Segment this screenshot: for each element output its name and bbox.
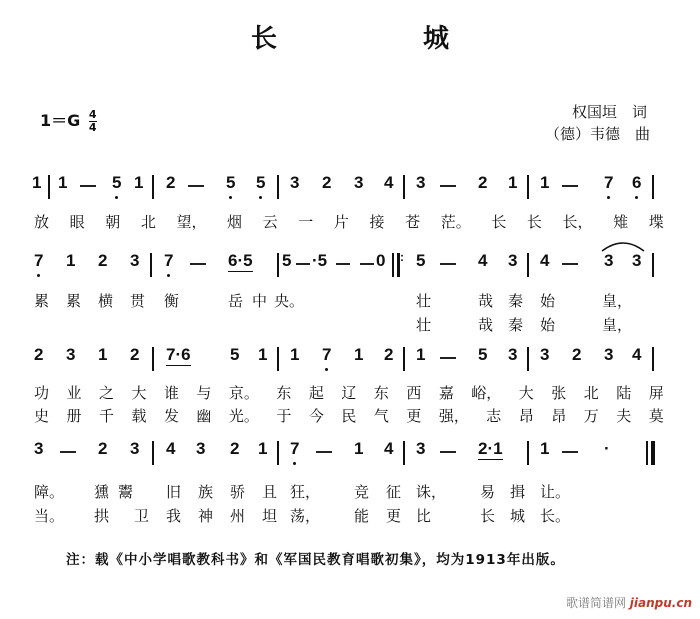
lyric-syllable: 册 (66, 407, 82, 425)
lyric-syllable: 州 (230, 507, 246, 525)
lyric-syllable: 哉 (478, 316, 494, 334)
lyric-syllable: 更 (386, 507, 402, 525)
sustain-dash (440, 185, 456, 187)
lyric-syllable: 始 (540, 316, 556, 334)
lyric-syllable: 光。 (228, 407, 259, 425)
lyric-syllable: 片 (333, 213, 349, 231)
barline (48, 175, 50, 199)
lyric-syllable: 幽 (196, 407, 212, 425)
repeat-barline (392, 253, 394, 277)
barline (277, 175, 279, 199)
lyric-syllable: 昂 (551, 407, 567, 425)
lyric-syllable: 累 (66, 292, 82, 310)
lyric-syllable: 堞 (648, 213, 664, 231)
lyric-syllable: 衡 (164, 292, 180, 310)
barline (152, 175, 154, 199)
lyric-syllable: 业 (66, 384, 82, 402)
lyric-syllable: 茫。 (440, 213, 471, 231)
lyric-syllable: 大 (518, 384, 534, 402)
lyric-syllable: 北 (140, 213, 156, 231)
barline (403, 347, 405, 371)
note: 7 (290, 439, 300, 458)
note: 2 (384, 345, 394, 364)
lyric-syllable: 莫 (648, 407, 664, 425)
note: 4 (478, 251, 488, 270)
lyric-syllable: 之 (98, 384, 114, 402)
note: 1 (354, 345, 364, 364)
lyric-syllable: 大 (131, 384, 147, 402)
lyric-syllable: 眼 (69, 213, 85, 231)
note: 6·5 (228, 251, 253, 270)
lyric-syllable: 族 (198, 483, 214, 501)
lyric-syllable: 陆 (616, 384, 632, 402)
notation-row-4 (0, 439, 700, 465)
watermark (566, 594, 692, 611)
note: 3 (416, 439, 426, 458)
lyric-syllable: 与 (196, 384, 212, 402)
note: 7 (34, 251, 44, 270)
lyric-syllable: 辽 (341, 384, 357, 402)
lyric-syllable: 我 (166, 507, 182, 525)
lyric-syllable: 当。 (34, 507, 65, 525)
lyric-syllable: 雉 (613, 213, 629, 231)
sustain-dash (190, 263, 206, 265)
note: 5 (112, 173, 122, 192)
note: 2 (572, 345, 582, 364)
footnote: 注：载《中小学唱歌教科书》和《军国民教育唱歌初集》，均为1913年出版。 (66, 552, 565, 568)
note: 3 (632, 251, 642, 270)
lyric-syllable: 昂 (518, 407, 534, 425)
note: 2 (166, 173, 176, 192)
lyric-syllable: 张 (551, 384, 567, 402)
lyric-syllable: 神 (198, 507, 214, 525)
lyric-syllable: 卫 (134, 507, 150, 525)
composer-credit: （德）韦德 曲 (545, 125, 651, 143)
lyric-syllable: 揖 (510, 483, 526, 501)
barline (527, 347, 529, 371)
lyric-syllable: 朝 (105, 213, 121, 231)
lyric-syllable: 接 (369, 213, 385, 231)
lyric-syllable: 且 (262, 483, 278, 501)
note: 5 (230, 345, 240, 364)
note: 4 (540, 251, 550, 270)
note: 0 (376, 251, 386, 270)
lyric-syllable: 长 (480, 507, 496, 525)
note: 2 (230, 439, 240, 458)
lyric-syllable: 史 (34, 407, 50, 425)
note: 2·1 (478, 439, 503, 458)
lyricist-credit: 权国垣 词 (572, 103, 648, 121)
lyric-syllable: 起 (308, 384, 324, 402)
sustain-dash (60, 451, 76, 453)
lyrics-row-2a (34, 290, 664, 310)
lyrics-row-4a (34, 481, 664, 501)
notation-row-3 (0, 345, 700, 371)
lyrics-row-4b (34, 505, 664, 525)
note: 5 (282, 251, 292, 270)
sustain-dash (80, 185, 96, 187)
key-signature (40, 108, 97, 134)
lyric-syllable: 长 (526, 213, 542, 231)
note: 1 (134, 173, 144, 192)
lyric-syllable: 鬻 (118, 483, 134, 501)
notation-row-1 (0, 173, 700, 199)
lyric-syllable: 北 (583, 384, 599, 402)
lyric-syllable: 放 (34, 213, 50, 231)
lyric-syllable: 骄 (230, 483, 246, 501)
lyric-syllable: 发 (163, 407, 179, 425)
sustain-dash (562, 185, 578, 187)
lyric-syllable: 西 (406, 384, 422, 402)
lyric-syllable: 长， (562, 213, 593, 231)
note: 3 (34, 439, 44, 458)
note: 3 (508, 251, 518, 270)
lyric-syllable: 京。 (228, 384, 259, 402)
note: · (604, 439, 610, 458)
time-numerator: 4 (88, 108, 97, 121)
note: 6 (632, 173, 642, 192)
lyric-syllable: 云 (262, 213, 278, 231)
note: 3 (196, 439, 206, 458)
time-signature (89, 109, 97, 134)
sustain-dash (188, 185, 204, 187)
barline (403, 175, 405, 199)
note: 5 (478, 345, 488, 364)
note: 5 (416, 251, 426, 270)
lyrics-row-1 (34, 211, 664, 232)
notation-row-2 (0, 251, 700, 277)
barline (150, 253, 152, 277)
final-barline-thick (651, 441, 655, 465)
barline (277, 441, 279, 465)
lyric-syllable: 千 (98, 407, 114, 425)
note: 7·6 (166, 345, 191, 364)
lyric-syllable: 气 (373, 407, 389, 425)
note: 2 (130, 345, 140, 364)
note: 3 (604, 345, 614, 364)
song-title: 长 城 (250, 24, 509, 54)
note: 5 (226, 173, 236, 192)
lyric-syllable: 狂， (290, 483, 321, 501)
note: 3 (130, 251, 140, 270)
lyric-syllable: 嘉 (438, 384, 454, 402)
barline (277, 253, 279, 277)
lyric-syllable: 望， (176, 213, 207, 231)
note: 1 (540, 173, 550, 192)
note: 4 (384, 173, 394, 192)
lyric-syllable: 障。 (34, 483, 65, 501)
lyric-syllable: 诛， (416, 483, 447, 501)
note: 3 (416, 173, 426, 192)
sustain-dash (336, 263, 350, 265)
note: 3 (66, 345, 76, 364)
note: 4 (384, 439, 394, 458)
lyric-syllable: 哉 (478, 292, 494, 310)
lyric-syllable: 屏 (648, 384, 664, 402)
note: 2 (34, 345, 44, 364)
lyric-syllable: 壮 (416, 316, 432, 334)
lyrics-row-2b (34, 314, 664, 334)
lyrics-row-3a (34, 382, 664, 403)
note: ·5 (312, 251, 328, 270)
barline (652, 175, 654, 199)
slur-tie (600, 239, 646, 253)
lyrics-row-3b (34, 405, 664, 426)
time-denominator: 4 (88, 121, 97, 134)
sustain-dash (440, 451, 456, 453)
final-barline (646, 441, 648, 465)
barline (152, 441, 154, 465)
lyric-syllable: 比 (416, 507, 432, 525)
note: 7 (322, 345, 332, 364)
lyric-syllable: 志 (486, 407, 502, 425)
note: 2 (98, 251, 108, 270)
note: 1 (32, 173, 42, 192)
lyric-syllable: 东 (373, 384, 389, 402)
key-prefix: 1＝G (40, 111, 81, 130)
note: 1 (540, 439, 550, 458)
sustain-dash (316, 451, 332, 453)
lyric-syllable: 万 (583, 407, 599, 425)
lyric-syllable: 于 (276, 407, 292, 425)
lyric-syllable: 央。 (274, 292, 305, 310)
lyric-syllable: 皇， (602, 292, 633, 310)
lyric-syllable: 荡， (290, 507, 321, 525)
lyric-syllable: 今 (308, 407, 324, 425)
barline (652, 347, 654, 371)
lyric-syllable: 苍 (405, 213, 421, 231)
note: 1 (290, 345, 300, 364)
barline (652, 253, 654, 277)
lyric-syllable: 獯 (94, 483, 110, 501)
barline (152, 347, 154, 371)
note: 1 (58, 173, 68, 192)
note: 1 (354, 439, 364, 458)
note: 4 (632, 345, 642, 364)
note: 1 (258, 439, 268, 458)
lyric-syllable: 一 (298, 213, 314, 231)
note: 1 (508, 173, 518, 192)
lyric-syllable: 功 (34, 384, 50, 402)
note: 3 (290, 173, 300, 192)
barline (527, 253, 529, 277)
lyric-syllable: 拱 (94, 507, 110, 525)
lyric-syllable: 易 (480, 483, 496, 501)
lyric-syllable: 秦 (508, 292, 524, 310)
note: 1 (416, 345, 426, 364)
lyric-syllable: 长 (491, 213, 507, 231)
barline (277, 347, 279, 371)
sustain-dash (562, 263, 578, 265)
sustain-dash (360, 263, 374, 265)
note: 7 (604, 173, 614, 192)
lyric-syllable: 谁 (163, 384, 179, 402)
lyric-syllable: 强， (438, 407, 469, 425)
lyric-syllable: 始 (540, 292, 556, 310)
lyric-syllable: 征 (386, 483, 402, 501)
lyric-syllable: 横 (98, 292, 114, 310)
note: 2 (478, 173, 488, 192)
lyric-syllable: 累 (34, 292, 50, 310)
note: 1 (98, 345, 108, 364)
lyric-syllable: 城 (510, 507, 526, 525)
sustain-dash (562, 451, 578, 453)
lyric-syllable: 竞 (354, 483, 370, 501)
lyric-syllable: 坦 (262, 507, 278, 525)
watermark-site: jianpu.cn (629, 596, 692, 610)
note: 4 (166, 439, 176, 458)
lyric-syllable: 夫 (616, 407, 632, 425)
lyric-syllable: 让。 (540, 483, 571, 501)
note: 3 (130, 439, 140, 458)
lyric-syllable: 载 (131, 407, 147, 425)
sustain-dash (296, 263, 310, 265)
repeat-dots: : (400, 250, 404, 264)
note: 1 (66, 251, 76, 270)
note: 3 (354, 173, 364, 192)
lyric-syllable: 皇， (602, 316, 633, 334)
lyric-syllable: 峪， (471, 384, 502, 402)
lyric-syllable: 秦 (508, 316, 524, 334)
lyric-syllable: 民 (341, 407, 357, 425)
note: 1 (258, 345, 268, 364)
note: 3 (540, 345, 550, 364)
note: 2 (322, 173, 332, 192)
note: 2 (98, 439, 108, 458)
barline (403, 441, 405, 465)
note: 3 (508, 345, 518, 364)
sustain-dash (440, 263, 456, 265)
lyric-syllable: 能 (354, 507, 370, 525)
note: 3 (604, 251, 614, 270)
lyric-syllable: 中 (252, 292, 268, 310)
lyric-syllable: 东 (276, 384, 292, 402)
sustain-dash (440, 357, 456, 359)
lyric-syllable: 岳 (228, 292, 244, 310)
lyric-syllable: 旧 (166, 483, 182, 501)
note: 7 (164, 251, 174, 270)
barline (527, 175, 529, 199)
lyric-syllable: 烟 (227, 213, 243, 231)
lyric-syllable: 壮 (416, 292, 432, 310)
lyric-syllable: 长。 (540, 507, 571, 525)
note: 5 (256, 173, 266, 192)
watermark-text: 歌谱简谱网 (565, 596, 626, 610)
lyric-syllable: 贯 (130, 292, 146, 310)
barline (527, 441, 529, 465)
lyric-syllable: 更 (406, 407, 422, 425)
